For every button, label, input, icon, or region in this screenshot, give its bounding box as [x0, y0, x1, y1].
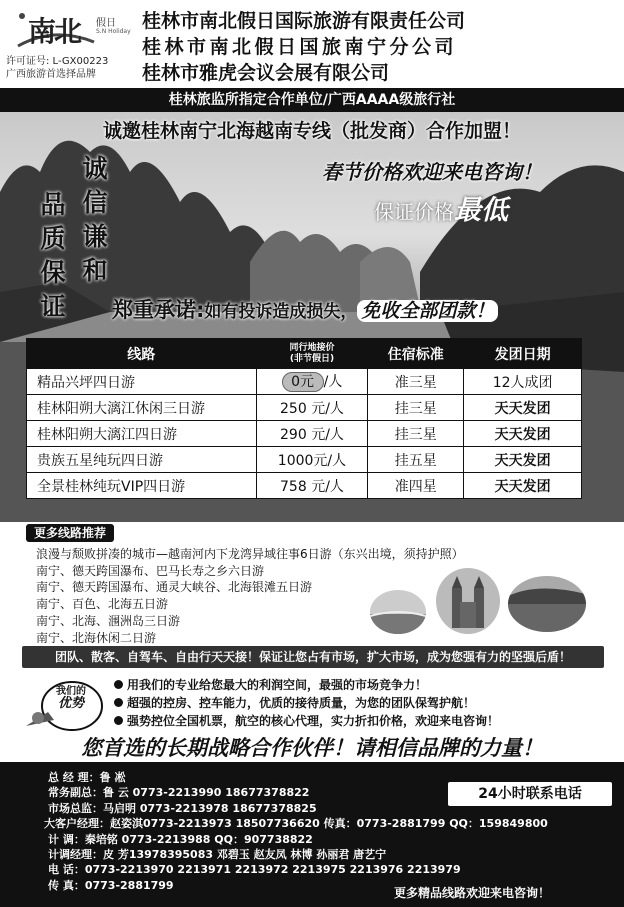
hotline-label: 24小时联系电话 [448, 782, 612, 806]
route-price [256, 421, 368, 447]
vertical-char: 证 [40, 292, 66, 321]
advantage-badge-title: 优势 [57, 696, 84, 711]
solemn-promise [112, 294, 498, 324]
list-item: 南宁、北海休闲二日游 [36, 630, 157, 645]
departure-date: 天天发团 [464, 473, 582, 499]
integrity-vertical [80, 152, 110, 288]
advantage-text: 超强的控房、控车能力，优质的接待质量，为您的团队保驾护航！ [127, 696, 476, 710]
table-header-row [27, 339, 582, 369]
partner-invitation: 诚邀桂林南宁北海越南专线（批发商）合作加盟！ [102, 120, 521, 142]
header-price-note: (非节假日) [289, 353, 335, 364]
more-routes-tag: 更多线路推荐 [26, 524, 114, 542]
header-route: 线路 [27, 339, 257, 369]
departure-date: 12人成团 [464, 369, 582, 395]
company-name-3: 桂林市雅虎会议会展有限公司 [142, 62, 390, 84]
logo-subtext: 假日 [96, 18, 116, 29]
bullet-icon [114, 716, 123, 725]
company-names [142, 8, 622, 86]
quality-guarantee-vertical [38, 188, 68, 324]
header [0, 0, 624, 88]
advantage-badge-top: 我们的 [56, 686, 86, 697]
route-price [256, 447, 368, 473]
table-row [27, 447, 582, 473]
brand-tagline: 广西旅游首选择品牌 [6, 69, 96, 80]
hotel-standard: 挂五星 [368, 447, 464, 473]
list-item: 南宁、北海、涠洲岛三日游 [36, 613, 181, 628]
price-unit: 元/人 [311, 478, 344, 495]
table-row [27, 395, 582, 421]
route-name: 桂林阳朔大漓江四日游 [27, 421, 257, 447]
advantage-text: 用我们的专业给您最大的利润空间，最强的市场竞争力！ [127, 678, 428, 692]
spring-festival-price: 春节价格欢迎来电咨询！ [322, 160, 542, 184]
departure-date: 天天发团 [464, 395, 582, 421]
hotel-standard: 挂三星 [368, 395, 464, 421]
vertical-char: 保 [40, 258, 66, 287]
price-guarantee [374, 188, 508, 227]
route-name: 精品兴坪四日游 [27, 369, 257, 395]
contact-line: 大客户经理：赵姿淇0773-2213973 18507736620 传真：0773-2881799 QQ：159849800 [44, 817, 548, 831]
hotel-standard: 准四星 [368, 473, 464, 499]
price-value: 0元 [282, 372, 324, 392]
price-unit: /人 [323, 374, 343, 390]
price-value: 1000 [277, 452, 314, 469]
list-item [114, 694, 499, 712]
contact-section [0, 762, 624, 907]
company-name-2: 桂林市南北假日国旅南宁分公司 [142, 36, 458, 58]
contact-line: 常务副总：鲁 云 0773-2213990 18677378822 [48, 786, 310, 800]
route-name: 桂林阳朔大漓江休闲三日游 [27, 395, 257, 421]
contact-line: 计 调：秦培铭 0773-2213988 QQ：907738822 [48, 832, 313, 846]
service-slogan: 团队、散客、自驾车、自由行天天接！保证让您占有市场，扩大市场，成为您强有力的坚强后盾！ [22, 646, 604, 668]
route-name: 全景桂林纯玩VIP四日游 [27, 473, 257, 499]
table-row [27, 473, 582, 499]
vertical-char: 信 [82, 188, 108, 217]
certification-strip: 桂林旅监所指定合作单位/广西AAAA级旅行社 [0, 88, 624, 112]
price-value: 758 [280, 478, 307, 495]
table-row [27, 369, 582, 395]
brand-slogan: 您首选的长期战略合作伙伴！请相信品牌的力量！ [81, 736, 543, 760]
header-price [256, 339, 368, 369]
vertical-char: 和 [82, 256, 108, 285]
promise-free-refund: 免收全部团款！ [357, 300, 498, 322]
price-value: 290 [280, 426, 307, 443]
price-unit: 元/人 [311, 400, 344, 417]
advantage-list [114, 676, 499, 730]
advantage-text: 强势控位全国机票，航空的核心代理，实力折扣价格，欢迎来电咨询！ [127, 714, 500, 728]
vertical-char: 质 [40, 224, 66, 253]
bullet-icon [114, 698, 123, 707]
route-price [256, 369, 368, 395]
guarantee-prefix: 保证价格 [374, 200, 454, 224]
contact-line: 总 经 理：鲁 凇 [48, 771, 126, 784]
vertical-char: 诚 [82, 154, 108, 183]
hotel-standard: 准三星 [368, 369, 464, 395]
logo-text: 南北 [28, 15, 81, 48]
cathedral-photo [436, 568, 500, 634]
header-price-label: 同行地接价 [289, 342, 335, 353]
list-item: 南宁、百色、北海五日游 [36, 597, 169, 612]
list-item [114, 712, 499, 730]
advantage-badge [48, 686, 94, 710]
header-hotel: 住宿标准 [368, 339, 464, 369]
table-row [27, 421, 582, 447]
beach-photo [370, 590, 426, 634]
route-price [256, 395, 368, 421]
price-unit: 元/人 [311, 426, 344, 443]
guarantee-lowest: 最低 [454, 195, 508, 226]
company-logo [14, 6, 134, 52]
vertical-char: 谦 [82, 222, 108, 251]
route-price-table [26, 338, 582, 499]
departure-date: 天天发团 [464, 447, 582, 473]
license-number: 许可证号: L-GX00223 [6, 56, 109, 67]
company-name-1: 桂林市南北假日国际旅游有限责任公司 [142, 10, 466, 32]
logo-english: S.N Holiday [96, 28, 131, 35]
route-name: 贵族五星纯玩四日游 [27, 447, 257, 473]
bullet-icon [114, 680, 123, 689]
promise-title: 郑重承诺: [112, 298, 205, 322]
vertical-char: 品 [40, 190, 66, 219]
list-item: 南宁、德天跨国瀑布、巴马长寿之乡六日游 [36, 563, 265, 578]
contact-line: 传 真：0773-2881799 [48, 878, 174, 892]
contact-line: 电 话：0773-2213970 2213971 2213972 2213975 2213976 2213979 [48, 863, 461, 877]
price-unit: 元/人 [313, 452, 347, 469]
more-routes-call: 更多精品线路欢迎来电咨询！ [394, 886, 551, 900]
contact-line: 市场总监：马启明 0773-2213978 18677378825 [48, 801, 317, 815]
bay-photo [508, 576, 586, 632]
contact-line: 计调经理：皮 芳13978395083 邓碧玉 赵友凤 林博 孙丽君 唐艺宁 [48, 848, 387, 862]
promise-text: 如有投诉造成损失， [204, 302, 358, 322]
license-info [6, 55, 108, 81]
departure-date: 天天发团 [464, 421, 582, 447]
header-date: 发团日期 [464, 339, 582, 369]
list-item: 浪漫与颓败拼凑的城市—越南河内下龙湾异域往事6日游（东兴出境，须持护照） [36, 547, 464, 561]
route-price [256, 473, 368, 499]
hotel-standard: 挂三星 [368, 421, 464, 447]
list-item: 南宁、德天跨国瀑布、通灵大峡谷、北海银滩五日游 [36, 580, 313, 595]
price-value: 250 [280, 400, 307, 417]
list-item [114, 676, 499, 694]
